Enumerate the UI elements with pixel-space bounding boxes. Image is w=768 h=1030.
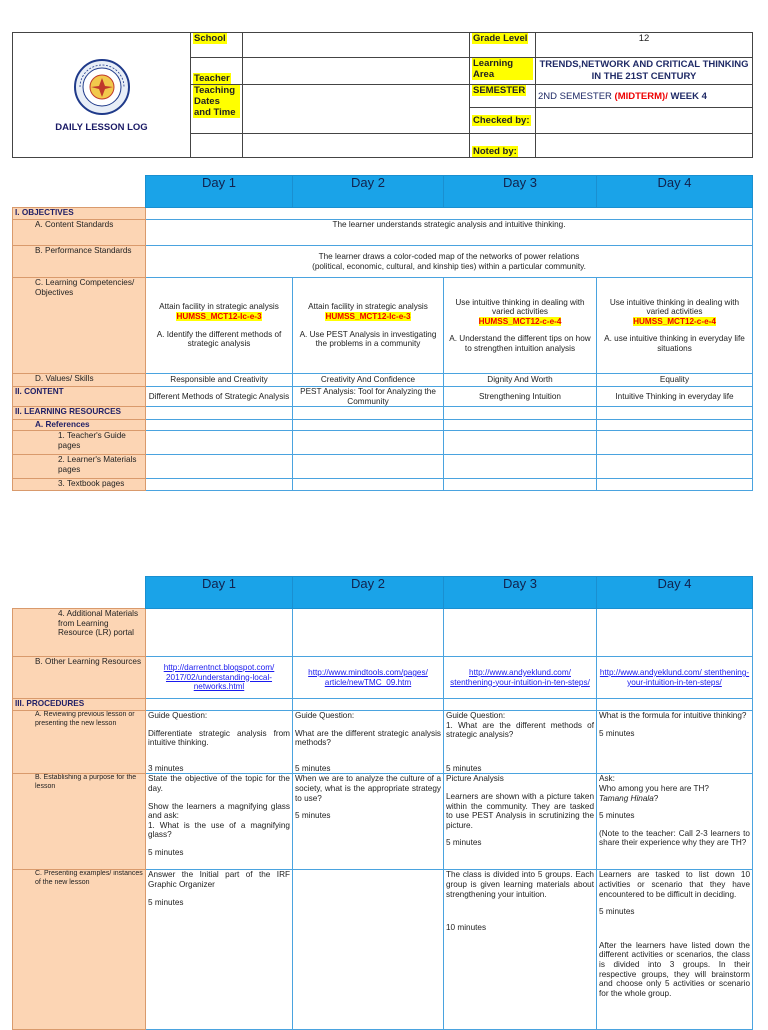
- learning-area-label: Learning Area: [472, 58, 533, 80]
- content-cell: Different Methods of Strategic Analysis: [146, 387, 293, 407]
- competency-cell: Use intuitive thinking in dealing with varied activities HUMSS_MCT12-c-e-4 A. Understand the different tips on how to strengthen intuition analysis: [444, 278, 597, 374]
- teachers-guide-label: 1. Teacher's Guide pages: [13, 431, 146, 455]
- learning-resources-heading: II. LEARNING RESOURCES: [13, 407, 146, 420]
- values-cell: Responsible and Creativity: [146, 374, 293, 387]
- school-value: [243, 33, 470, 58]
- day-header: Day 1: [146, 176, 293, 208]
- day-header: Day 3: [444, 577, 597, 609]
- reviewing-label: A. Reviewing previous lesson or presenting the new lesson: [13, 711, 146, 774]
- purpose-cell: When we are to analyze the culture of a society, what is the appropriate strategy to use? 5 minutes: [293, 774, 444, 870]
- values-cell: Creativity And Confidence: [293, 374, 444, 387]
- competency-cell: Attain facility in strategic analysis HUMSS_MCT12-Ic-e-3 A. Identify the different methods of strategic analysis: [146, 278, 293, 374]
- day-header: Day 2: [293, 577, 444, 609]
- checked-by-label: Checked by:: [473, 115, 530, 126]
- checked-by-value: [536, 108, 753, 134]
- competency-cell: Attain facility in strategic analysis HUMSS_MCT12-Ic-e-3 A. Use PEST Analysis in investigating the problems in a community: [293, 278, 444, 374]
- reviewing-cell: Guide Question: What are the different strategic analysis methods? 5 minutes: [293, 711, 444, 774]
- objectives-heading: I. OBJECTIVES: [13, 208, 146, 220]
- other-resources-label: B. Other Learning Resources: [13, 657, 146, 699]
- performance-standards-value: The learner draws a color-coded map of the networks of power relations (political, economic, cultural, and kinship ties) within a particular community.: [146, 246, 753, 278]
- content-cell: Intuitive Thinking in everyday life: [597, 387, 753, 407]
- content-heading: II. CONTENT: [13, 387, 146, 407]
- additional-materials-label: 4. Additional Materials from Learning Resource (LR) portal: [13, 609, 146, 657]
- semester-label: SEMESTER: [473, 85, 526, 96]
- lesson-log-table-1: [12, 175, 753, 491]
- presenting-cell: Answer the Initial part of the IRF Graphic Organizer 5 minutes: [146, 870, 293, 1030]
- textbook-pages-label: 3. Textbook pages: [13, 479, 146, 491]
- purpose-label: B. Establishing a purpose for the lesson: [13, 774, 146, 870]
- school-label: School: [194, 33, 226, 44]
- teacher-value: [243, 58, 470, 85]
- day-header: Day 4: [597, 577, 753, 609]
- references-heading: A. References: [13, 420, 146, 431]
- presenting-cell: The class is divided into 5 groups. Each group is given learning materials about strengthening your intuition. 10 minutes: [444, 870, 597, 1030]
- header-table: [12, 32, 753, 158]
- dates-label: Teaching Dates and Time: [193, 85, 240, 118]
- values-label: D. Values/ Skills: [13, 374, 146, 387]
- lesson-log-table-2: [12, 576, 753, 1030]
- reviewing-cell: What is the formula for intuitive thinking? 5 minutes: [597, 711, 753, 774]
- grade-level-label: Grade Level: [473, 33, 528, 44]
- competencies-label: C. Learning Competencies/ Objectives: [13, 278, 146, 374]
- purpose-cell: State the objective of the topic for the day. Show the learners a magnifying glass and ask: 1. What is the use of a magnifying glass? 5 minutes: [146, 774, 293, 870]
- content-standards-value: The learner understands strategic analysis and intuitive thinking.: [146, 220, 753, 246]
- grade-level-value: 12: [536, 33, 753, 58]
- noted-by-value: [536, 134, 753, 158]
- presenting-cell: Learners are tasked to list down 10 activities or scenario that they have encountered to be difficult in deciding. 5 minutes After the learners have listed down the different activities or scenarios, the class is divided into 3 groups. In their respective groups, they will brainstorm and choose only 5 activities or scenario for the whole group.: [597, 870, 753, 1030]
- day-header: Day 2: [293, 176, 444, 208]
- resource-link[interactable]: http://www.mindtools.com/pages/ article/newTMC_09.htm: [308, 667, 428, 687]
- day-header: Day 3: [444, 176, 597, 208]
- purpose-cell: Picture Analysis Learners are shown with a picture taken within the community. They are tasked to use PEST Analysis in scrutinizing the picture. 5 minutes: [444, 774, 597, 870]
- reviewing-cell: Guide Question: 1. What are the different methods of strategic analysis? 5 minutes: [444, 711, 597, 774]
- day-header: Day 4: [597, 176, 753, 208]
- purpose-cell: Ask: Who among you here are TH? Tamang Hinala? 5 minutes (Note to the teacher: Call 2-3 learners to share their experience why they are TH?: [597, 774, 753, 870]
- noted-by-label: Noted by:: [473, 146, 517, 157]
- resource-link[interactable]: http://darrentnct.blogspot.com/ 2017/02/understanding-local-networks.html: [163, 663, 275, 692]
- content-standards-label: A. Content Standards: [13, 220, 146, 246]
- learners-materials-label: 2. Learner's Materials pages: [13, 455, 146, 479]
- resource-link[interactable]: http://www.andyeklund.com/ stenthening-your-intuition-in-ten-steps/: [599, 667, 750, 687]
- semester-value: 2ND SEMESTER (MIDTERM)/ WEEK 4: [536, 85, 753, 108]
- values-cell: Equality: [597, 374, 753, 387]
- values-cell: Dignity And Worth: [444, 374, 597, 387]
- teacher-label: Teacher: [194, 73, 230, 84]
- resource-link[interactable]: http://www.andyeklund.com/ stenthening-your-intuition-in-ten-steps/: [450, 667, 590, 687]
- page-title: DAILY LESSON LOG: [55, 121, 148, 133]
- day-header: Day 1: [146, 577, 293, 609]
- learning-area-value: TRENDS,NETWORK AND CRITICAL THINKING IN THE 21ST CENTURY: [536, 58, 753, 85]
- deped-seal-icon: [66, 58, 138, 116]
- header-title-cell: [13, 33, 191, 158]
- dates-value: [243, 85, 470, 134]
- reviewing-cell: Guide Question: Differentiate strategic analysis from intuitive thinking. 3 minutes: [146, 711, 293, 774]
- content-cell: PEST Analysis: Tool for Analyzing the Community: [293, 387, 444, 407]
- procedures-heading: III. PROCEDURES: [13, 699, 146, 711]
- presenting-label: C. Presenting examples/ instances of the new lesson: [13, 870, 146, 1030]
- competency-cell: Use intuitive thinking in dealing with varied activities HUMSS_MCT12-c-e-4 A. use intuitive thinking in everyday life situations: [597, 278, 753, 374]
- content-cell: Strengthening Intuition: [444, 387, 597, 407]
- presenting-cell: [293, 870, 444, 1030]
- performance-standards-label: B. Performance Standards: [13, 246, 146, 278]
